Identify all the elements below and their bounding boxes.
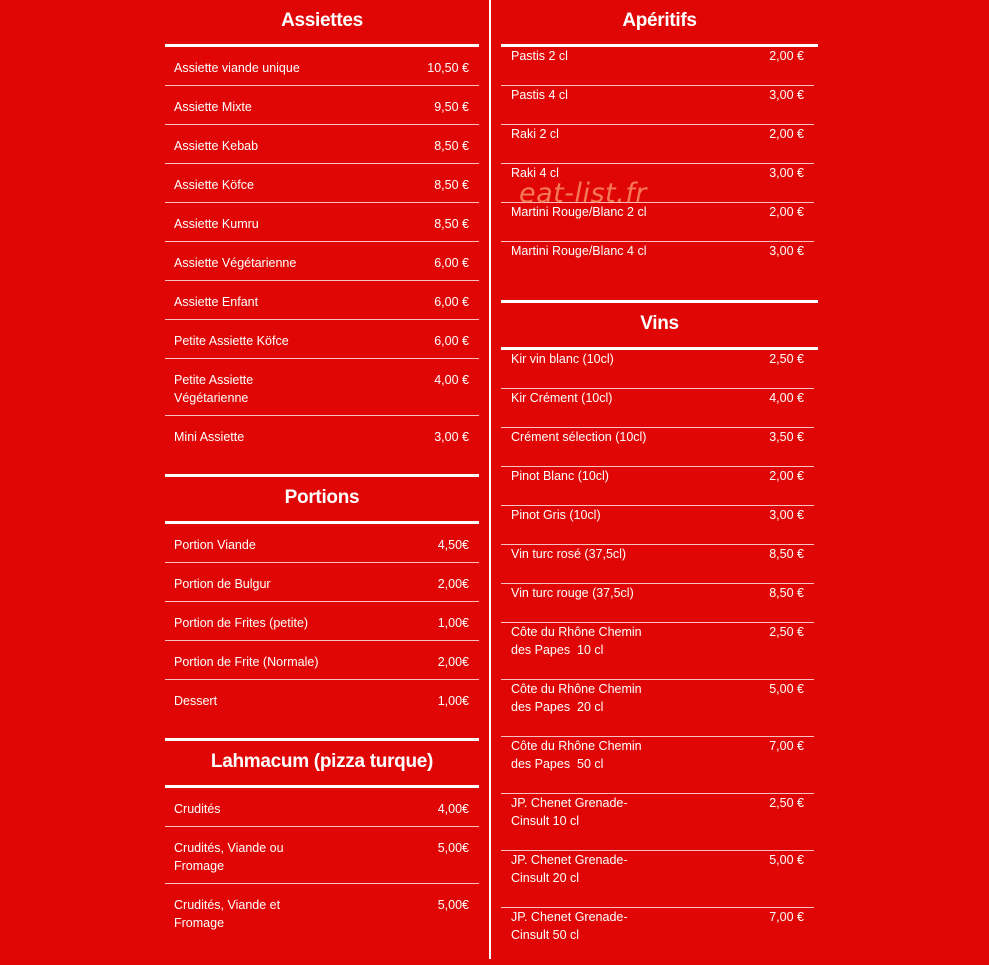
item-name: Assiette Végétarienne <box>174 256 297 270</box>
menu-item <box>501 737 814 794</box>
item-name: Raki 4 cl <box>511 166 559 180</box>
menu-item <box>501 908 814 965</box>
item-price: 9,50 € <box>434 100 469 114</box>
item-price: 8,50 € <box>434 217 469 231</box>
section-title-portions: Portions <box>284 487 360 508</box>
item-name: Pastis 4 cl <box>511 88 568 102</box>
item-price: 2,00 € <box>769 127 804 141</box>
item-price: 4,00 € <box>434 373 469 387</box>
item-name: Côte du Rhône Chemin des Papes 50 cl <box>511 739 646 771</box>
item-price: 2,00€ <box>437 655 469 669</box>
portions-list <box>165 524 479 738</box>
item-price: 2,00 € <box>769 49 804 63</box>
aperitifs-list <box>501 47 814 300</box>
item-name: Portion de Frite (Normale) <box>174 655 319 669</box>
item-price: 8,50 € <box>769 547 804 561</box>
item-price: 4,00€ <box>437 802 469 816</box>
item-price: 6,00 € <box>434 256 469 270</box>
item-name: Côte du Rhône Chemin des Papes 10 cl <box>511 625 646 657</box>
item-name: Kir Crément (10cl) <box>511 391 613 405</box>
item-price: 6,00 € <box>434 295 469 309</box>
item-price: 5,00 € <box>769 853 804 867</box>
vins-list <box>501 350 814 965</box>
item-price: 2,50 € <box>769 796 804 810</box>
menu-item <box>501 467 814 506</box>
item-price: 8,50 € <box>434 178 469 192</box>
item-name: Mini Assiette <box>174 430 245 444</box>
menu-item <box>501 428 814 467</box>
menu-item <box>501 584 814 623</box>
item-name: Crudités, Viande et Fromage <box>174 898 281 930</box>
menu-item <box>501 851 814 908</box>
item-price: 2,00 € <box>769 205 804 219</box>
item-price: 1,00€ <box>437 694 469 708</box>
item-price: 3,50 € <box>769 430 804 444</box>
watermark: eat-list.fr <box>519 178 647 209</box>
section-title-aperitifs: Apéritifs <box>622 10 697 31</box>
menu-item <box>501 164 814 203</box>
item-name: Crudités, Viande ou Fromage <box>174 841 284 873</box>
menu-item <box>501 389 814 428</box>
menu-item <box>165 125 479 164</box>
item-name: JP. Chenet Grenade-Cinsult 10 cl <box>511 796 628 828</box>
right-column <box>501 0 818 965</box>
item-name: Côte du Rhône Chemin des Papes 20 cl <box>511 682 646 714</box>
menu-item <box>165 884 479 941</box>
menu-item <box>165 164 479 203</box>
item-name: Portion de Frites (petite) <box>174 616 309 630</box>
item-price: 2,00€ <box>437 577 469 591</box>
item-name: Assiette Kebab <box>174 139 259 153</box>
menu-item <box>501 242 814 300</box>
menu-item <box>165 524 479 563</box>
item-name: JP. Chenet Grenade-Cinsult 20 cl <box>511 853 628 885</box>
item-price: 5,00 € <box>769 682 804 696</box>
menu-item <box>501 125 814 164</box>
item-price: 3,00 € <box>769 508 804 522</box>
item-price: 2,50 € <box>769 352 804 366</box>
section-title-lahmacum: Lahmacum (pizza turque) <box>210 751 434 772</box>
item-name: Dessert <box>174 694 218 708</box>
item-name: Petite Assiette Végétarienne <box>174 373 254 405</box>
item-price: 8,50 € <box>434 139 469 153</box>
menu-item <box>165 281 479 320</box>
item-price: 3,00 € <box>769 88 804 102</box>
item-name: Kir vin blanc (10cl) <box>511 352 614 366</box>
section-title-assiettes: Assiettes <box>281 10 363 31</box>
menu-item <box>501 623 814 680</box>
menu-item <box>165 788 479 827</box>
item-price: 3,00 € <box>769 244 804 258</box>
menu-item <box>501 506 814 545</box>
item-price: 7,00 € <box>769 910 804 924</box>
menu-item <box>165 242 479 281</box>
item-price: 7,00 € <box>769 739 804 753</box>
left-column <box>165 0 479 941</box>
item-name: Assiette Kumru <box>174 217 259 231</box>
menu-item <box>165 359 479 416</box>
menu-item <box>501 203 814 242</box>
item-price: 1,00€ <box>437 616 469 630</box>
item-name: Pastis 2 cl <box>511 49 568 63</box>
assiettes-list <box>165 47 479 474</box>
item-name: Pinot Gris (10cl) <box>511 508 601 522</box>
column-divider <box>489 0 491 959</box>
item-price: 5,00€ <box>437 898 469 912</box>
item-name: Petite Assiette Köfce <box>174 334 289 348</box>
item-name: JP. Chenet Grenade-Cinsult 50 cl <box>511 910 628 942</box>
item-price: 3,00 € <box>434 430 469 444</box>
item-name: Crément sélection (10cl) <box>511 430 647 444</box>
lahmacum-list <box>165 788 479 941</box>
item-name: Crudités <box>174 802 221 816</box>
item-price: 2,50 € <box>769 625 804 639</box>
menu-item <box>165 416 479 474</box>
item-name: Vin turc rouge (37,5cl) <box>511 586 634 600</box>
menu-item <box>165 563 479 602</box>
menu-item <box>501 680 814 737</box>
item-name: Raki 2 cl <box>511 127 559 141</box>
item-name: Martini Rouge/Blanc 4 cl <box>511 244 647 258</box>
item-name: Assiette viande unique <box>174 61 300 75</box>
section-title-vins: Vins <box>640 313 679 334</box>
item-price: 6,00 € <box>434 334 469 348</box>
item-price: 4,00 € <box>769 391 804 405</box>
menu-item <box>501 86 814 125</box>
item-name: Vin turc rosé (37,5cl) <box>511 547 627 561</box>
item-price: 4,50€ <box>437 538 469 552</box>
item-price: 2,00 € <box>769 469 804 483</box>
menu-item <box>165 47 479 86</box>
item-name: Assiette Mixte <box>174 100 252 114</box>
item-name: Assiette Köfce <box>174 178 254 192</box>
menu-item <box>501 350 814 389</box>
item-name: Martini Rouge/Blanc 2 cl <box>511 205 647 219</box>
item-price: 3,00 € <box>769 166 804 180</box>
menu-item <box>165 86 479 125</box>
item-name: Pinot Blanc (10cl) <box>511 469 609 483</box>
menu-item <box>165 602 479 641</box>
menu-item <box>165 320 479 359</box>
item-name: Assiette Enfant <box>174 295 259 309</box>
item-price: 5,00€ <box>437 841 469 855</box>
item-price: 10,50 € <box>427 61 469 75</box>
menu-item <box>501 794 814 851</box>
menu-item <box>165 641 479 680</box>
item-name: Portion Viande <box>174 538 256 552</box>
menu-item <box>501 545 814 584</box>
menu-item <box>165 680 479 738</box>
item-name: Portion de Bulgur <box>174 577 271 591</box>
menu-item <box>165 203 479 242</box>
menu-item <box>501 47 814 86</box>
item-price: 8,50 € <box>769 586 804 600</box>
menu-item <box>165 827 479 884</box>
